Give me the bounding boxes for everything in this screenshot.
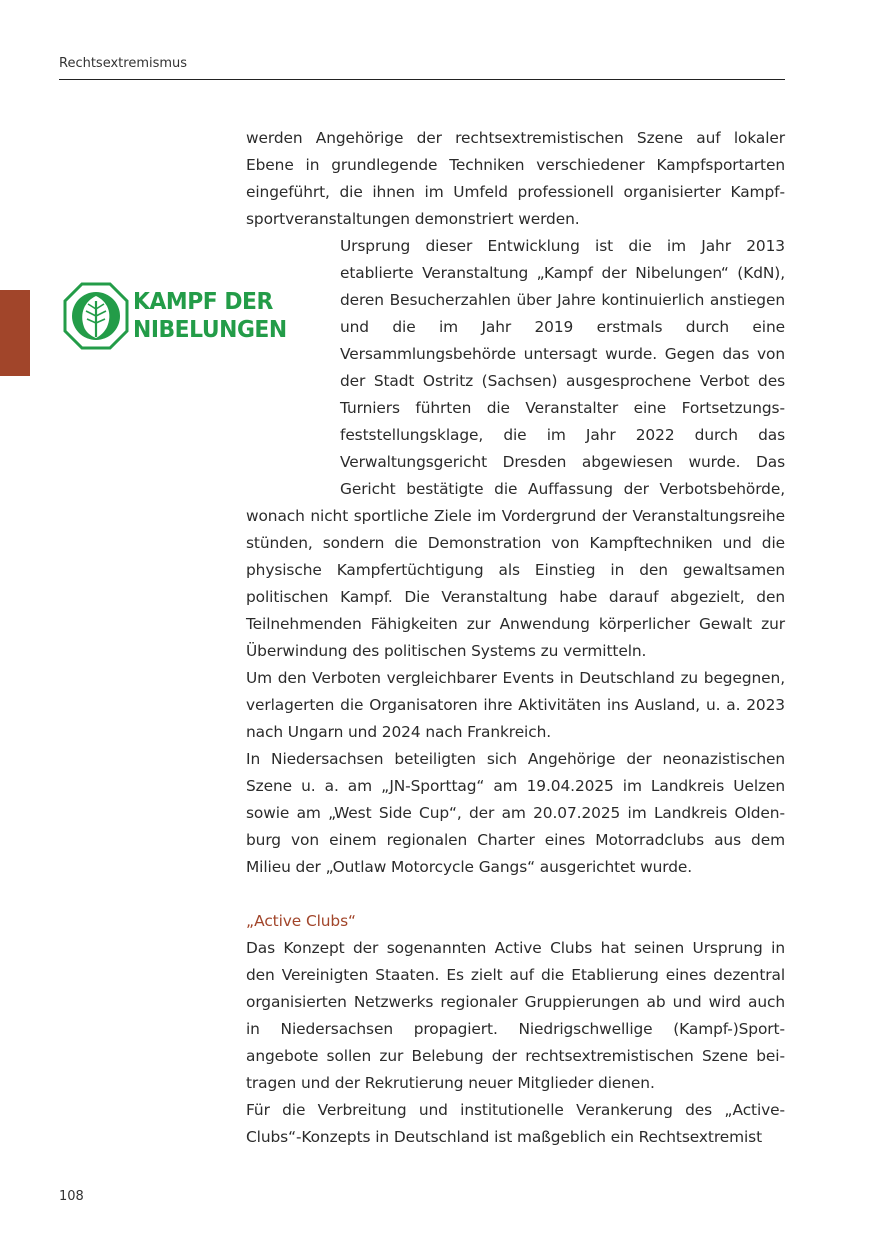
- page-number: 108: [59, 1189, 84, 1204]
- nibelungen-leaf-emblem-icon: [63, 281, 129, 351]
- logo-float-spacer: [246, 233, 340, 503]
- header-divider: [59, 79, 785, 80]
- chapter-side-tab: [0, 290, 30, 376]
- article-body: [246, 125, 785, 1151]
- logo-text-line1: KAMPF DER: [133, 287, 273, 315]
- running-head-title: Rechtsextremismus: [59, 56, 188, 71]
- paragraph-niedersachsen: In Niedersachsen beteiligten sich Angehörige der neonazistischen Szene u. a. am „JN-Sporttag“ am 19.04.2025 im Landkreis Uelzen sowie am „West Side Cup“, der am 20.07.2025 im Landkreis Oldenburg von einem regionalen Charter eines Motorradclubs aus dem Milieu der „Outlaw Motorcycle Gangs“ ausgerichtet wurde.: [246, 750, 785, 876]
- paragraph-origin: Ursprung dieser Entwicklung ist die im Jahr 2013 etablierte Veranstaltung „Kampf der Nibelungen“ (KdN), deren Besucherzahlen über Jahre kontinuierlich anstiegen und die im Jahr 2019 erstmals durch eine Versammlungsbehörde untersagt wurde. Gegen das von der Stadt Ostritz (Sachsen) ausgesprochene Verbot des Turniers führten die Veranstalter eine Fortsetzungsfeststellungsklage, die im Jahr 2022 durch das Verwaltungsgericht Dresden abgewiesen wurde. Das Gericht bestätigte die Auffassung der Verbotsbehörde, wonach nicht sportliche Ziele im Vordergrund der Veranstaltungsreihe stünden, sondern die Demonstration von Kampftechniken und die physische Kampfertüchtigung als Einstieg in den gewaltsamen politischen Kampf. Die Veranstaltung habe darauf abgezielt, den Teilnehmenden Fähigkeiten zur Anwendung körperlicher Gewalt zur Überwindung des politischen Systems zu vermitteln.: [246, 237, 785, 660]
- paragraph-relocation: Um den Verboten vergleichbarer Events in Deutschland zu begegnen, verlagerten die Organisatoren ihre Aktivitäten ins Ausland, u. a. 2023 nach Ungarn und 2024 nach Frankreich.: [246, 669, 785, 741]
- section-heading-active-clubs: „Active Clubs“: [246, 912, 356, 930]
- paragraph-active-clubs-germany: Für die Verbreitung und institutionelle Verankerung des „Active-Clubs“-Konzepts in Deutschland ist maßgeblich ein Rechtsextremist: [246, 1101, 785, 1146]
- paragraph-active-clubs-concept: Das Konzept der sogenannten Active Clubs hat seinen Ursprung in den Vereinigten Staaten. Es zielt auf die Etablierung eines dezentral organisierten Netzwerks regionaler Gruppierungen ab und wird auch in Niedersachsen propagiert. Niedrigschwellige (Kampf-)Sportangebote sollen zur Belebung der rechtsextremistischen Szene beitragen und der Rekrutierung neuer Mitglieder dienen.: [246, 939, 785, 1092]
- logo-text-line2: NIBELUNGEN: [133, 315, 287, 343]
- paragraph-intro: werden Angehörige der rechtsextremistischen Szene auf lokaler Ebene in grundlegende Techniken verschiedener Kampfsportarten eingeführt, die ihnen im Umfeld professionell organisierter Kampfsportveranstaltungen demonstriert werden.: [246, 129, 785, 228]
